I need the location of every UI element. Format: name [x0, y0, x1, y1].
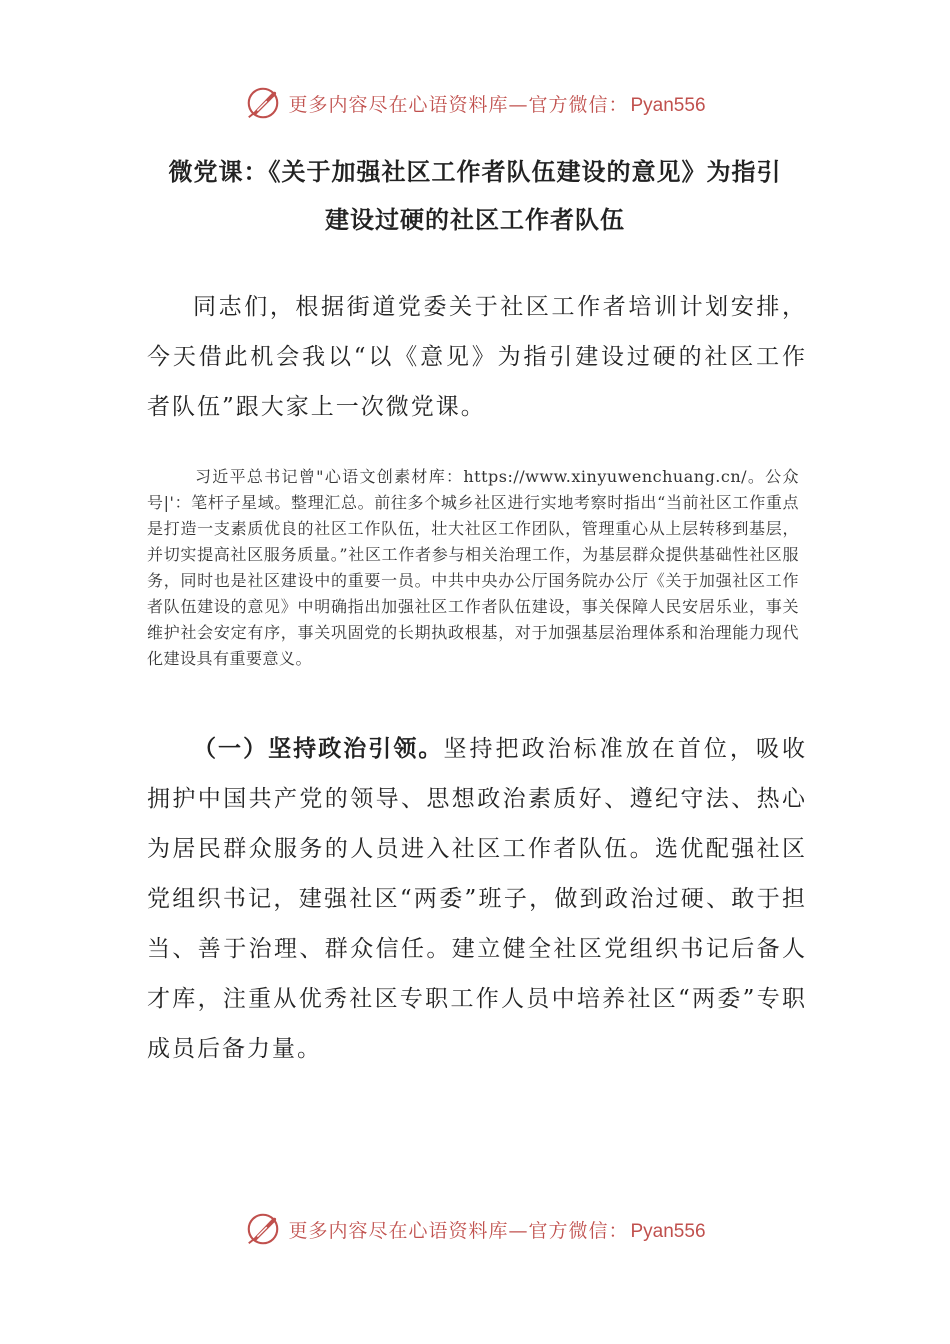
quill-logo-icon [244, 84, 282, 122]
quill-logo-icon [244, 1210, 282, 1248]
quote-paragraph: 习近平总书记曾"心语文创素材库：https://www.xinyuwenchuang.cn/。公众号|'：笔杆子星域。整理汇总。前往多个城乡社区进行实地考察时指出“当前社区工作重点是打造一支素质优良的社区工作队伍，壮大社区工作团队，管理重心从上层转移到基层，并切实提高社区服务质量。”社区工作者参与相关治理工作，为基层群众提供基础性社区服务，同时也是社区建设中的重要一员。中共中央办公厅国务院办公厅《关于加强社区工作者队伍建设的意见》中明确指出加强社区工作者队伍建设，事关保障人民安居乐业，事关维护社会安定有序，事关巩固党的长期执政根基，对于加强基层治理体系和治理能力现代化建设具有重要意义。 [147, 467, 799, 668]
banner-text: 更多内容尽在心语资料库—官方微信： Pyan556 [288, 1219, 706, 1242]
page-title [150, 148, 800, 244]
section-1-paragraph [147, 724, 807, 1074]
footer-banner [0, 1210, 950, 1248]
title-line-2: 建设过硬的社区工作者队伍 [325, 206, 625, 234]
section-1-body: 坚持把政治标准放在首位，吸收拥护中国共产党的领导、思想政治素质好、遵纪守法、热心为居民群众服务的人员进入社区工作者队伍。选优配强社区党组织书记，建强社区“两委”班子，做到政治过硬、敢于担当、善于治理、群众信任。建立健全社区党组织书记后备人才库，注重从优秀社区专职工作人员中培养社区“两委”专职成员后备力量。 [147, 736, 808, 1062]
header-banner [0, 84, 950, 122]
banner-brand: Pyan556 [630, 94, 706, 116]
intro-paragraph: 同志们，根据街道党委关于社区工作者培训计划安排，今天借此机会我以“以《意见》为指引建设过硬的社区工作者队伍”跟大家上一次微党课。 [147, 294, 807, 420]
banner-brand: Pyan556 [630, 1220, 706, 1242]
title-line-1: 微党课：《关于加强社区工作者队伍建设的意见》为指引 [168, 158, 782, 186]
section-1-heading: （一）坚持政治引领。 [193, 736, 444, 762]
banner-text: 更多内容尽在心语资料库—官方微信： Pyan556 [288, 93, 706, 116]
